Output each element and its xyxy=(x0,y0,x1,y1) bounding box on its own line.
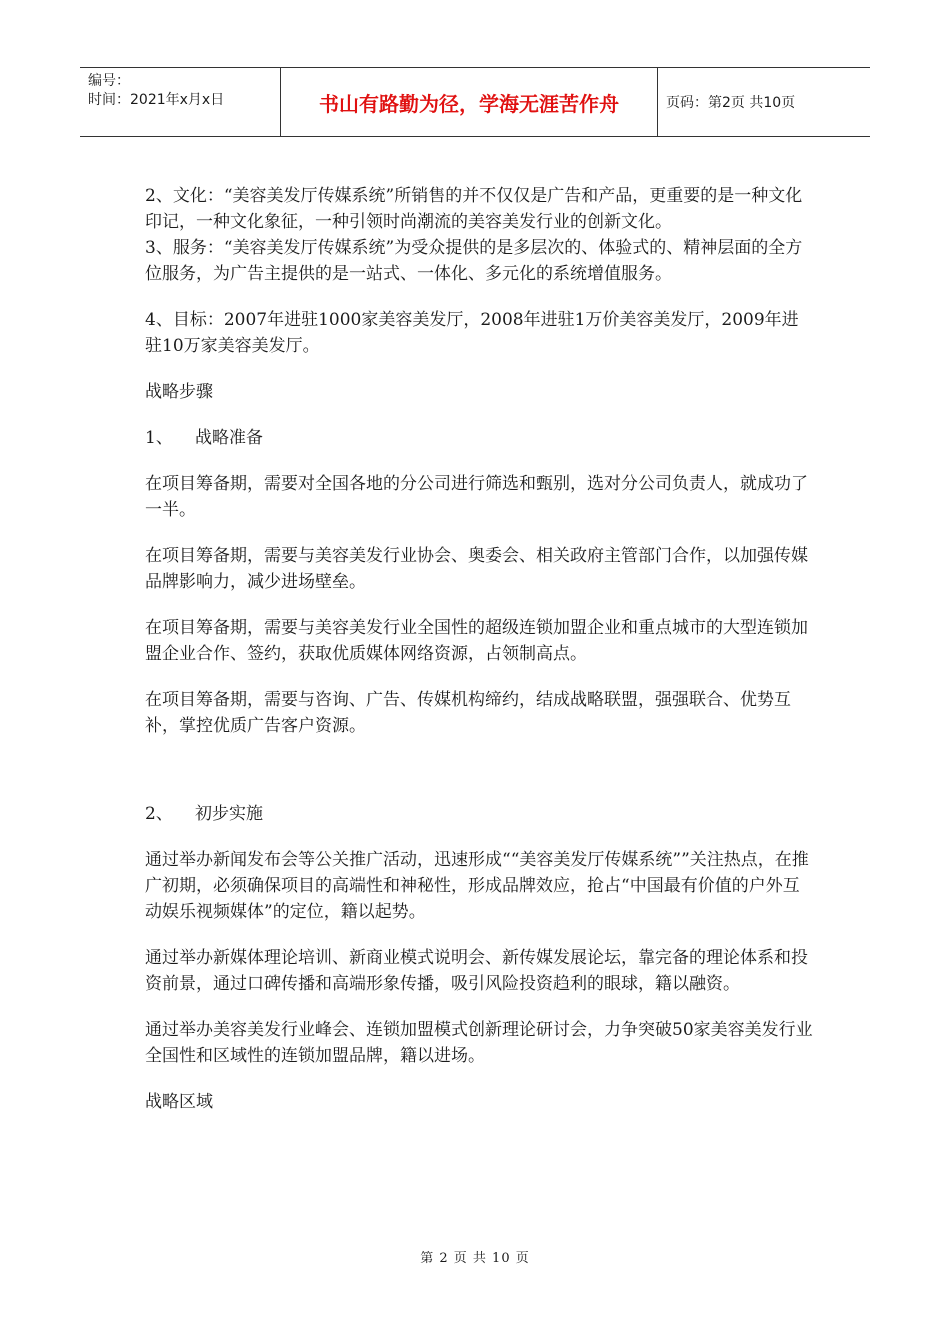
paragraph-prep-3: 在项目筹备期，需要与美容美发行业全国性的超级连锁加盟企业和重点城市的大型连锁加盟企业合作、签约，获取优质媒体网络资源，占领制高点。 xyxy=(145,618,808,664)
page-footer: 第 2 页 共 10 页 xyxy=(420,1251,530,1266)
header-page-info: 页码：第2页 共10页 xyxy=(666,95,796,111)
document-number-label: 编号： xyxy=(88,73,130,89)
paragraph-impl-1: 通过举办新闻发布会等公关推广活动，迅速形成““美容美发厅传媒系统””关注热点，在推广初期，必须确保项目的高端性和神秘性，形成品牌效应，抢占“中国最有价值的户外互动娱乐视频媒体”的定位，籍以起势。 xyxy=(145,850,809,922)
paragraph-impl-2: 通过举办新媒体理论培训、新商业模式说明会、新传媒发展论坛，靠完备的理论体系和投资前景，通过口碑传播和高端形象传播，吸引风险投资趋利的眼球，籍以融资。 xyxy=(145,948,808,994)
page-header xyxy=(80,67,870,137)
step-2-title: 初步实施 xyxy=(195,804,263,824)
paragraph-prep-4: 在项目筹备期，需要与咨询、广告、传媒机构缔约，结成战略联盟，强强联合、优势互补，掌控优质广告客户资源。 xyxy=(145,690,791,736)
paragraph-prep-2: 在项目筹备期，需要与美容美发行业协会、奥委会、相关政府主管部门合作，以加强传媒品牌影响力，减少进场壁垒。 xyxy=(145,546,808,592)
header-motto: 书山有路勤为径，学海无涯苦作舟 xyxy=(280,68,658,136)
paragraph-prep-1: 在项目筹备期，需要对全国各地的分公司进行筛选和甄别，选对分公司负责人，就成功了一半。 xyxy=(145,474,808,520)
section-heading-steps: 战略步骤 xyxy=(145,382,213,402)
paragraph-impl-3: 通过举办美容美发行业峰会、连锁加盟模式创新理论研讨会，力争突破50家美容美发行业全国性和区域性的连锁加盟品牌，籍以进场。 xyxy=(145,1020,813,1066)
section-heading-region: 战略区域 xyxy=(145,1092,213,1112)
step-2-heading xyxy=(145,801,813,827)
step-2-number: 2、 xyxy=(145,804,173,824)
paragraph-service: 3、服务：“美容美发厅传媒系统”为受众提供的是多层次的、体验式的、精神层面的全方位服务，为广告主提供的是一站式、一体化、多元化的系统增值服务。 xyxy=(145,238,803,284)
step-1-title: 战略准备 xyxy=(195,428,263,448)
document-body xyxy=(145,183,813,1115)
paragraph-culture: 2、文化：“美容美发厅传媒系统”所销售的并不仅仅是广告和产品，更重要的是一种文化印记，一种文化象征，一种引领时尚潮流的美容美发行业的创新文化。 xyxy=(145,186,803,232)
header-meta xyxy=(80,68,280,136)
paragraph-goal: 4、目标：2007年进驻1000家美容美发厅，2008年进驻1万价美容美发厅，2009年进驻10万家美容美发厅。 xyxy=(145,310,799,356)
step-1-heading xyxy=(145,425,813,451)
step-1-number: 1、 xyxy=(145,428,173,448)
document-time-label: 时间：2021年x月x日 xyxy=(88,92,225,108)
